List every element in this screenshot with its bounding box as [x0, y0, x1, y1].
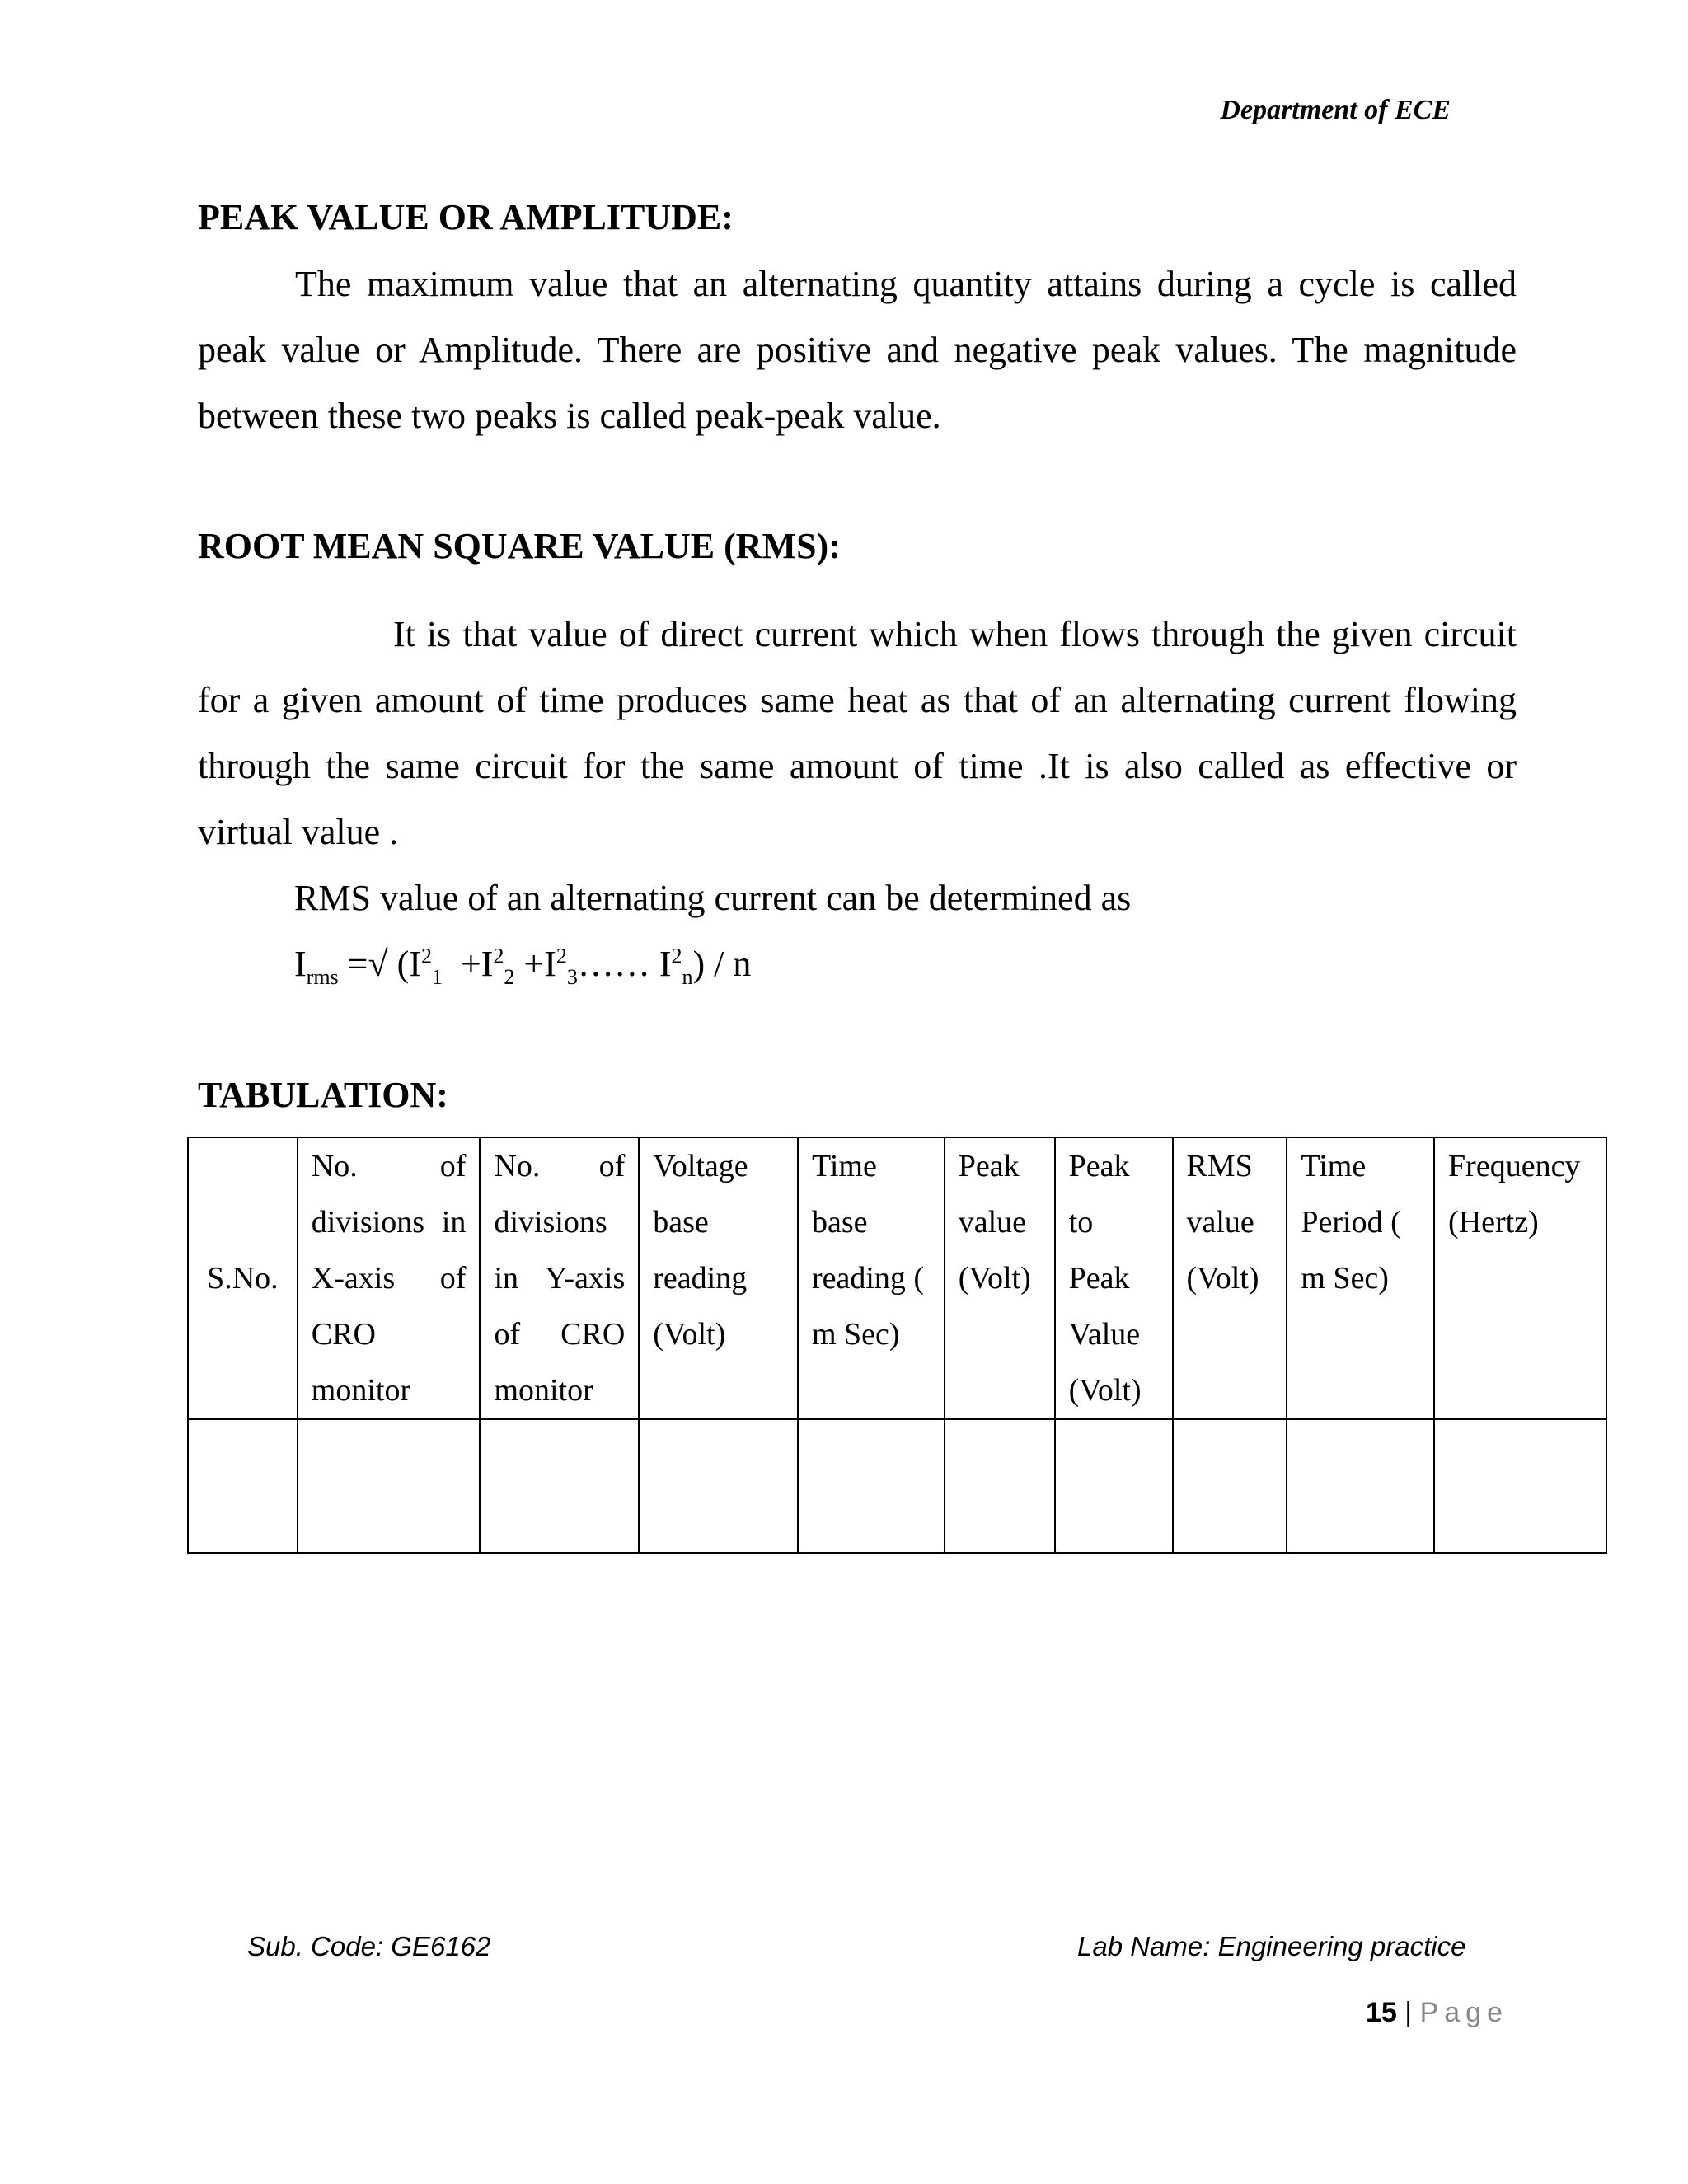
rms-heading: ROOT MEAN SQUARE VALUE (RMS): — [198, 526, 841, 566]
peak-heading: PEAK VALUE OR AMPLITUDE: — [198, 197, 734, 237]
table-cell — [1434, 1419, 1606, 1553]
table-cell — [480, 1419, 639, 1553]
page-number — [1366, 1997, 1508, 2029]
footer-lab-name: Lab Name: Engineering practice — [1077, 1931, 1466, 1961]
column-header-rms-value: RMS value (Volt) — [1173, 1137, 1287, 1419]
tabulation-heading: TABULATION: — [198, 1075, 448, 1115]
page-number-value: 15 — [1366, 1997, 1397, 2028]
department-header: Department of ECE — [1220, 95, 1451, 125]
rms-determination-line: RMS value of an alternating current can be determined as — [294, 878, 1132, 918]
table-cell — [1055, 1419, 1173, 1553]
footer-sub-code: Sub. Code: GE6162 — [247, 1931, 491, 1961]
peak-paragraph — [198, 251, 1517, 449]
table-cell — [945, 1419, 1055, 1553]
rms-paragraph-text: It is that value of direct current which when flows through the given circuit for a given amount of time produces same heat as that of an alternating current flowing through the same circuit for the same amount of time .It is also called as effective or virtual value . — [198, 614, 1517, 852]
table-cell — [1173, 1419, 1287, 1553]
page-separator: | — [1404, 1997, 1413, 2028]
table-cell — [1287, 1419, 1434, 1553]
table-header-row — [188, 1137, 1606, 1419]
table-row — [188, 1419, 1606, 1553]
page-word: Page — [1419, 1997, 1508, 2028]
column-header-voltage-base: Voltage base reading (Volt) — [639, 1137, 798, 1419]
rms-paragraph — [198, 602, 1517, 865]
rms-formula: $I_{rms}$ =√ ($I^2_1 +I^2_2$ $+I^2_3\dots\dots$ $I^2_n$) / n — [294, 944, 752, 989]
column-header-time-period: Time Period ( m Sec) — [1287, 1137, 1434, 1419]
table-cell — [798, 1419, 945, 1553]
table-cell — [298, 1419, 481, 1553]
table-cell — [188, 1419, 298, 1553]
tabulation-table — [187, 1137, 1607, 1554]
column-header-frequency: Frequency (Hertz) — [1434, 1137, 1606, 1419]
table-cell — [639, 1419, 798, 1553]
column-header-y-divisions: No. of divisions in Y-axis of CRO monitor — [480, 1137, 639, 1419]
column-header-sno: S.No. — [188, 1137, 298, 1419]
column-header-peak-to-peak: Peak to Peak Value (Volt) — [1055, 1137, 1173, 1419]
peak-paragraph-text: The maximum value that an alternating quantity attains during a cycle is called peak value or Amplitude. There are positive and negative peak values. The magnitude between these two peaks is called peak-peak value. — [198, 264, 1517, 436]
column-header-x-divisions: No. of divisions in X-axis of CRO monitor — [298, 1137, 481, 1419]
column-header-time-base: Time base reading ( m Sec) — [798, 1137, 945, 1419]
column-header-peak-value: Peak value (Volt) — [945, 1137, 1055, 1419]
